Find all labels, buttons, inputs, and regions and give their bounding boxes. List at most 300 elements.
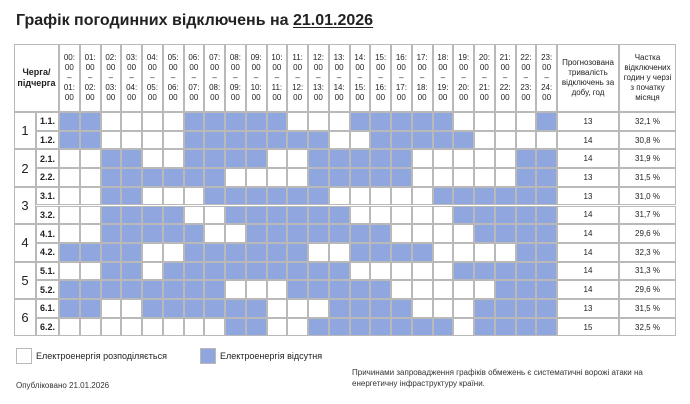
hour-from: 23: <box>541 53 553 62</box>
power-slot <box>184 206 205 225</box>
outage-slot <box>453 262 474 281</box>
outage-slot <box>308 149 329 168</box>
power-slot <box>142 131 163 150</box>
hour-from: 04: <box>146 53 158 62</box>
power-slot <box>370 262 391 281</box>
power-slot <box>287 318 308 337</box>
hour-from: 09: <box>250 53 262 62</box>
power-slot <box>329 112 350 131</box>
power-slot <box>225 168 246 187</box>
power-slot <box>163 243 184 262</box>
power-slot <box>474 131 495 150</box>
outage-slot <box>433 318 454 337</box>
outage-slot <box>350 318 371 337</box>
outage-slot <box>308 168 329 187</box>
queue-number-2: 2 <box>14 149 36 186</box>
hour-header-23: 23: 00 – 24: 00 <box>536 44 557 112</box>
outage-slot <box>80 280 101 299</box>
power-slot <box>267 168 288 187</box>
queue-number-5: 5 <box>14 262 36 299</box>
outage-slot <box>453 187 474 206</box>
outage-slot <box>204 131 225 150</box>
power-slot <box>453 299 474 318</box>
outage-slot <box>101 280 122 299</box>
outage-slot <box>391 299 412 318</box>
queue-column-header: Черга/ підчерга <box>14 44 59 112</box>
outage-slot <box>163 280 184 299</box>
outage-slot <box>433 131 454 150</box>
power-slot <box>412 168 433 187</box>
power-slot <box>225 224 246 243</box>
hour-header-0: 00: 00 – 01: 00 <box>59 44 80 112</box>
outage-slot <box>391 131 412 150</box>
subqueue-label: 5.2. <box>36 280 59 299</box>
power-slot <box>308 243 329 262</box>
outage-slot <box>287 243 308 262</box>
outage-slot <box>495 206 516 225</box>
hour-from: 14: <box>354 53 366 62</box>
power-slot <box>495 131 516 150</box>
outage-slot <box>101 243 122 262</box>
outage-slot <box>59 299 80 318</box>
hour-header-8: 08: 00 – 09: 00 <box>225 44 246 112</box>
outage-slot <box>225 112 246 131</box>
outage-slot <box>225 206 246 225</box>
hour-header-17: 17: 00 – 18: 00 <box>412 44 433 112</box>
power-slot <box>142 318 163 337</box>
outage-slot <box>370 280 391 299</box>
hour-header-9: 09: 00 – 10: 00 <box>246 44 267 112</box>
outage-slot <box>370 112 391 131</box>
hour-from: 19: <box>458 53 470 62</box>
subqueue-label: 4.1. <box>36 224 59 243</box>
hour-header-15: 15: 00 – 16: 00 <box>370 44 391 112</box>
power-slot <box>287 149 308 168</box>
outage-slot <box>204 299 225 318</box>
outage-slot <box>350 280 371 299</box>
outage-slot <box>516 149 537 168</box>
outage-slot <box>536 187 557 206</box>
share-value: 32,1 % <box>619 112 676 131</box>
outage-slot <box>453 206 474 225</box>
outage-slot <box>329 318 350 337</box>
outage-slot <box>474 206 495 225</box>
power-slot <box>536 131 557 150</box>
outage-slot <box>59 280 80 299</box>
power-slot <box>412 299 433 318</box>
power-slot <box>370 206 391 225</box>
outage-slot <box>474 318 495 337</box>
outage-slot <box>287 187 308 206</box>
outage-slot <box>329 149 350 168</box>
outage-slot <box>433 112 454 131</box>
outage-slot <box>59 243 80 262</box>
hour-header-1: 01: 00 – 02: 00 <box>80 44 101 112</box>
outage-slot <box>412 318 433 337</box>
outage-slot <box>536 149 557 168</box>
hour-header-5: 05: 00 – 06: 00 <box>163 44 184 112</box>
hour-header-12: 12: 00 – 13: 00 <box>308 44 329 112</box>
outage-slot <box>80 243 101 262</box>
outage-slot <box>329 299 350 318</box>
power-slot <box>267 299 288 318</box>
outage-slot <box>184 299 205 318</box>
power-slot <box>433 243 454 262</box>
hour-header-20: 20: 00 – 21: 00 <box>474 44 495 112</box>
outage-slot <box>474 262 495 281</box>
power-slot <box>101 299 122 318</box>
share-value: 31,5 % <box>619 299 676 318</box>
power-slot <box>267 280 288 299</box>
outage-slot <box>308 224 329 243</box>
hour-from: 17: <box>416 53 428 62</box>
outage-slot <box>225 187 246 206</box>
power-slot <box>495 168 516 187</box>
power-slot <box>80 168 101 187</box>
hour-header-6: 06: 00 – 07: 00 <box>184 44 205 112</box>
power-slot <box>246 280 267 299</box>
hour-header-21: 21: 00 – 22: 00 <box>495 44 516 112</box>
outage-slot <box>121 224 142 243</box>
power-slot <box>391 280 412 299</box>
outage-slot <box>204 168 225 187</box>
power-slot <box>59 187 80 206</box>
power-slot <box>453 149 474 168</box>
duration-value: 14 <box>557 149 619 168</box>
hour-from: 21: <box>499 53 511 62</box>
outage-slot <box>308 280 329 299</box>
hour-from: 13: <box>333 53 345 62</box>
outage-slot <box>246 318 267 337</box>
subqueue-label: 2.2. <box>36 168 59 187</box>
outage-slot <box>184 243 205 262</box>
hour-from: 07: <box>209 53 221 62</box>
outage-slot <box>101 149 122 168</box>
outage-slot <box>204 187 225 206</box>
power-slot <box>329 131 350 150</box>
outage-slot <box>163 224 184 243</box>
hour-from: 15: <box>375 53 387 62</box>
hour-header-4: 04: 00 – 05: 00 <box>142 44 163 112</box>
outage-slot <box>433 187 454 206</box>
outage-slot <box>474 187 495 206</box>
outage-slot <box>163 299 184 318</box>
hour-from: 01: <box>84 53 96 62</box>
duration-value: 14 <box>557 280 619 299</box>
share-value: 32,3 % <box>619 243 676 262</box>
hour-from: 05: <box>167 53 179 62</box>
outage-slot <box>495 318 516 337</box>
power-slot <box>101 131 122 150</box>
share-value: 29,6 % <box>619 280 676 299</box>
outage-slot <box>536 206 557 225</box>
subqueue-label: 6.1. <box>36 299 59 318</box>
outage-slot <box>516 299 537 318</box>
power-slot <box>433 224 454 243</box>
power-slot <box>204 318 225 337</box>
outage-slot <box>329 206 350 225</box>
power-slot <box>308 299 329 318</box>
power-slot <box>516 112 537 131</box>
power-slot <box>516 131 537 150</box>
power-slot <box>267 149 288 168</box>
outage-slot <box>287 224 308 243</box>
power-slot <box>453 168 474 187</box>
share-value: 31,5 % <box>619 168 676 187</box>
outage-slot <box>350 168 371 187</box>
power-slot <box>412 149 433 168</box>
outage-slot <box>225 131 246 150</box>
power-slot <box>184 187 205 206</box>
outage-slot <box>246 243 267 262</box>
outage-slot <box>184 168 205 187</box>
outage-slot <box>204 243 225 262</box>
share-value: 29,6 % <box>619 224 676 243</box>
power-slot <box>433 280 454 299</box>
power-slot <box>474 149 495 168</box>
subqueue-label: 3.2. <box>36 206 59 225</box>
power-slot <box>474 280 495 299</box>
power-slot <box>412 224 433 243</box>
outage-slot <box>495 224 516 243</box>
power-slot <box>121 131 142 150</box>
outage-slot <box>225 299 246 318</box>
power-slot <box>101 112 122 131</box>
duration-value: 15 <box>557 318 619 337</box>
outage-slot <box>308 206 329 225</box>
outage-slot <box>308 187 329 206</box>
power-slot <box>412 262 433 281</box>
outage-slot <box>184 131 205 150</box>
outage-slot <box>184 149 205 168</box>
outage-slot <box>246 224 267 243</box>
outage-slot <box>101 168 122 187</box>
outage-slot <box>246 187 267 206</box>
outage-slot <box>350 299 371 318</box>
duration-value: 13 <box>557 168 619 187</box>
power-slot <box>474 243 495 262</box>
outage-slot <box>370 318 391 337</box>
queue-number-4: 4 <box>14 224 36 261</box>
power-slot <box>101 318 122 337</box>
duration-value: 14 <box>557 243 619 262</box>
outage-slot <box>370 149 391 168</box>
outage-slot <box>412 112 433 131</box>
hour-from: 10: <box>271 53 283 62</box>
outage-slot <box>350 243 371 262</box>
outage-slot <box>329 224 350 243</box>
power-slot <box>391 224 412 243</box>
hour-from: 22: <box>520 53 532 62</box>
outage-slot <box>516 206 537 225</box>
outage-slot <box>142 206 163 225</box>
outage-slot <box>267 224 288 243</box>
outage-slot <box>225 149 246 168</box>
hour-header-11: 11: 00 – 12: 00 <box>287 44 308 112</box>
outage-slot <box>204 280 225 299</box>
footnote: Причинами запровадження графіків обмежень є систематичні ворожі атаки на енергетичну інфраструктуру країни. <box>352 368 643 388</box>
hour-from: 00: <box>63 53 75 62</box>
outage-slot <box>246 262 267 281</box>
power-slot <box>163 131 184 150</box>
share-value: 30,8 % <box>619 131 676 150</box>
hour-from: 16: <box>395 53 407 62</box>
outage-slot <box>516 187 537 206</box>
share-value: 32,5 % <box>619 318 676 337</box>
power-slot <box>433 168 454 187</box>
hour-header-18: 18: 00 – 19: 00 <box>433 44 454 112</box>
power-slot <box>474 112 495 131</box>
outage-slot <box>495 299 516 318</box>
power-slot <box>59 206 80 225</box>
power-slot <box>59 224 80 243</box>
outage-slot <box>101 187 122 206</box>
legend-swatch-off <box>200 348 216 364</box>
power-slot <box>495 243 516 262</box>
outage-slot <box>350 112 371 131</box>
outage-slot <box>142 299 163 318</box>
outage-slot <box>121 206 142 225</box>
hour-header-22: 22: 00 – 23: 00 <box>516 44 537 112</box>
outage-slot <box>287 262 308 281</box>
outage-slot <box>225 262 246 281</box>
duration-value: 14 <box>557 224 619 243</box>
outage-slot <box>391 112 412 131</box>
outage-slot <box>536 299 557 318</box>
power-slot <box>350 131 371 150</box>
outage-slot <box>163 168 184 187</box>
duration-value: 13 <box>557 187 619 206</box>
power-slot <box>391 187 412 206</box>
outage-slot <box>267 131 288 150</box>
hour-from: 20: <box>478 53 490 62</box>
outage-slot <box>516 168 537 187</box>
outage-slot <box>308 318 329 337</box>
subqueue-label: 1.1. <box>36 112 59 131</box>
power-slot <box>329 187 350 206</box>
outage-slot <box>184 112 205 131</box>
power-slot <box>308 112 329 131</box>
power-slot <box>350 187 371 206</box>
outage-slot <box>142 224 163 243</box>
outage-slot <box>184 280 205 299</box>
outage-slot <box>287 206 308 225</box>
subqueue-label: 3.1. <box>36 187 59 206</box>
outage-slot <box>59 112 80 131</box>
hour-from: 03: <box>126 53 138 62</box>
queue-number-1: 1 <box>14 112 36 149</box>
page-title <box>16 12 373 30</box>
duration-column-header: Прогнозована тривалість відключень за добу, год <box>557 44 619 112</box>
power-slot <box>121 299 142 318</box>
outage-slot <box>246 149 267 168</box>
outage-slot <box>246 112 267 131</box>
outage-slot <box>225 243 246 262</box>
title-prefix: Графік погодинних відключень на <box>16 12 293 29</box>
outage-slot <box>412 243 433 262</box>
outage-slot <box>516 262 537 281</box>
outage-slot <box>121 280 142 299</box>
power-slot <box>184 318 205 337</box>
title-date: 21.01.2026 <box>292 12 374 29</box>
outage-slot <box>329 262 350 281</box>
hour-header-19: 19: 00 – 20: 00 <box>453 44 474 112</box>
power-slot <box>121 318 142 337</box>
outage-slot <box>121 187 142 206</box>
outage-slot <box>80 112 101 131</box>
share-value: 31,7 % <box>619 206 676 225</box>
power-slot <box>204 206 225 225</box>
outage-slot <box>204 262 225 281</box>
hour-header-7: 07: 00 – 08: 00 <box>204 44 225 112</box>
outage-slot <box>184 224 205 243</box>
hour-from: 12: <box>312 53 324 62</box>
power-slot <box>412 206 433 225</box>
outage-slot <box>370 243 391 262</box>
power-slot <box>453 318 474 337</box>
queue-number-3: 3 <box>14 187 36 224</box>
outage-slot <box>391 168 412 187</box>
hour-header-13: 13: 00 – 14: 00 <box>329 44 350 112</box>
power-slot <box>391 262 412 281</box>
power-slot <box>204 224 225 243</box>
power-slot <box>433 149 454 168</box>
subqueue-label: 5.1. <box>36 262 59 281</box>
outage-slot <box>495 280 516 299</box>
power-slot <box>433 206 454 225</box>
outage-slot <box>516 224 537 243</box>
power-slot <box>142 112 163 131</box>
outage-slot <box>536 318 557 337</box>
outage-slot <box>370 168 391 187</box>
outage-slot <box>287 280 308 299</box>
outage-slot <box>163 262 184 281</box>
power-slot <box>391 206 412 225</box>
subqueue-label: 6.2. <box>36 318 59 337</box>
hour-header-16: 16: 00 – 17: 00 <box>391 44 412 112</box>
power-slot <box>163 318 184 337</box>
outage-slot <box>246 131 267 150</box>
power-slot <box>412 187 433 206</box>
power-slot <box>142 149 163 168</box>
outage-slot <box>80 299 101 318</box>
power-slot <box>453 243 474 262</box>
hour-from: 18: <box>437 53 449 62</box>
outage-slot <box>308 131 329 150</box>
power-slot <box>142 243 163 262</box>
share-column-header: Частка відключених годин у черзі з початку місяця <box>619 44 676 112</box>
outage-slot <box>101 206 122 225</box>
power-slot <box>370 187 391 206</box>
outage-slot <box>142 280 163 299</box>
power-slot <box>495 112 516 131</box>
outage-slot <box>329 168 350 187</box>
hour-header-3: 03: 00 – 04: 00 <box>121 44 142 112</box>
outage-slot <box>287 131 308 150</box>
outage-slot <box>267 262 288 281</box>
power-slot <box>163 149 184 168</box>
outage-slot <box>267 187 288 206</box>
power-slot <box>59 262 80 281</box>
outage-slot <box>536 243 557 262</box>
outage-slot <box>350 149 371 168</box>
duration-value: 13 <box>557 299 619 318</box>
outage-slot <box>121 262 142 281</box>
duration-value: 13 <box>557 112 619 131</box>
power-slot <box>163 112 184 131</box>
outage-slot <box>101 262 122 281</box>
outage-slot <box>184 262 205 281</box>
